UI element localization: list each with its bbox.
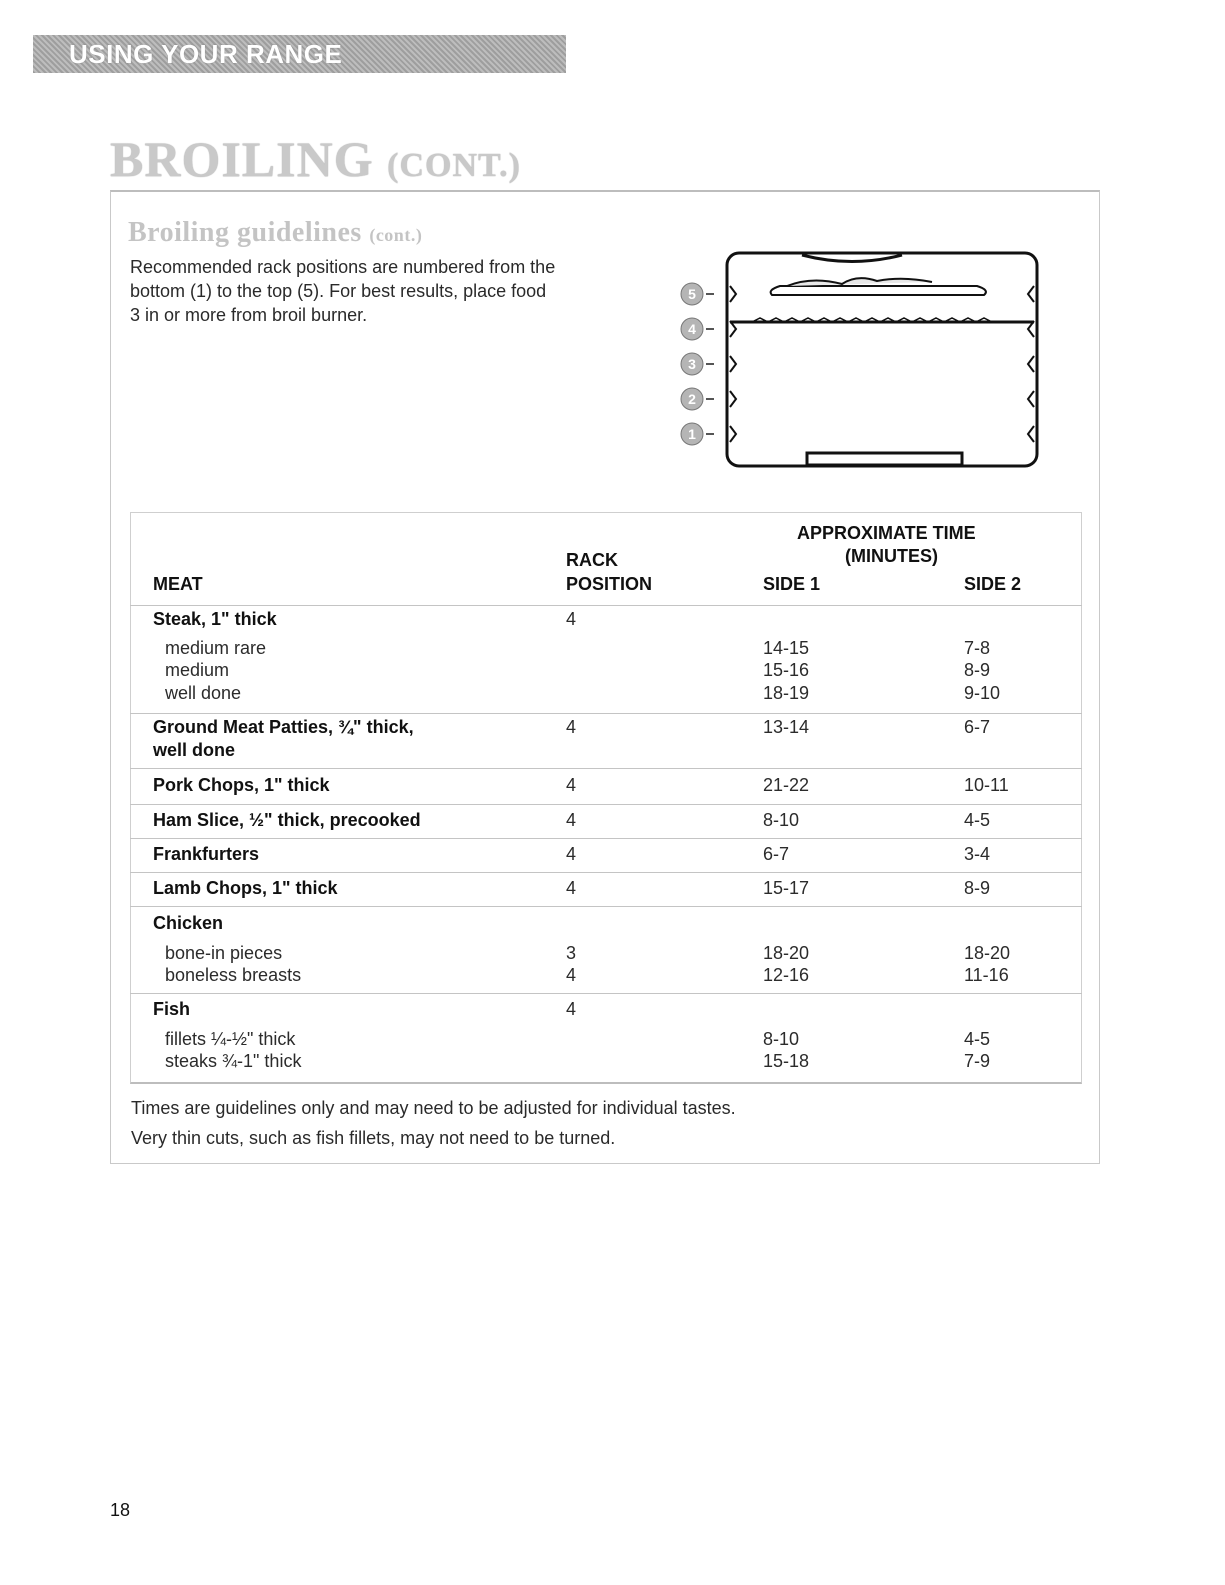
meat-name: Ground Meat Patties, ¾" thick,: [153, 717, 414, 737]
row-divider: [130, 768, 1082, 769]
header-minutes: (MINUTES): [845, 546, 938, 566]
meat-name: Frankfurters: [153, 844, 260, 864]
side2-time: 7-9: [964, 1051, 991, 1071]
meat-name: Pork Chops, 1" thick: [153, 775, 330, 795]
rack-number-label: 1: [688, 426, 696, 442]
side1-time: 8-10: [763, 810, 800, 830]
side1-time: 13-14: [763, 717, 810, 737]
rack-number-label: 3: [688, 356, 696, 372]
cut-type: bone-in pieces: [165, 943, 283, 963]
header-position: POSITION: [566, 574, 653, 594]
side1-time: 18-20: [763, 943, 810, 963]
side1-time: 14-15: [763, 638, 810, 658]
section-title: Broiling guidelines (cont.): [128, 217, 423, 248]
header-side2: SIDE 2: [964, 574, 1022, 594]
page-number: 18: [110, 1500, 131, 1520]
section-title-suffix: (cont.): [369, 225, 423, 245]
cut-type: fillets ¼-½" thick: [165, 1029, 296, 1049]
side1-time: 6-7: [763, 844, 790, 864]
side1-time: 12-16: [763, 965, 810, 985]
intro-line: Recommended rack positions are numbered from the: [130, 257, 556, 277]
meat-name: Lamb Chops, 1" thick: [153, 878, 338, 898]
side2-time: 18-20: [964, 943, 1011, 963]
side2-time: 10-11: [964, 775, 1009, 795]
rack-number-label: 4: [688, 321, 696, 337]
side2-time: 3-4: [964, 844, 991, 864]
intro-paragraph: [130, 255, 630, 327]
side1-time: 15-16: [763, 660, 810, 680]
footnote: Times are guidelines only and may need to be adjusted for individual tastes.: [131, 1098, 736, 1118]
row-divider: [130, 993, 1082, 994]
bake-element: [807, 453, 962, 465]
header-side1: SIDE 1: [763, 574, 821, 594]
meat-name: Ham Slice, ½" thick, precooked: [153, 810, 421, 830]
side2-time: 8-9: [964, 878, 991, 898]
doneness: medium rare: [165, 638, 267, 658]
section-banner-label: USING YOUR RANGE: [69, 39, 343, 69]
side2-time: 6-7: [964, 717, 991, 737]
rack-number-label: 5: [688, 286, 696, 302]
rack-position: 4: [566, 878, 577, 898]
oven-cavity: [727, 253, 1037, 466]
side2-time: 8-9: [964, 660, 991, 680]
side2-time: 7-8: [964, 638, 991, 658]
header-rack: RACK: [566, 550, 618, 570]
side2-time: 9-10: [964, 683, 1001, 703]
row-divider: [130, 713, 1082, 714]
intro-line: 3 in or more from broil burner.: [130, 305, 368, 325]
cut-type: steaks ¾-1" thick: [165, 1051, 302, 1071]
section-banner: [33, 35, 566, 73]
rack-position: 4: [566, 609, 577, 629]
oven-rack-diagram: [672, 248, 1052, 473]
side1-time: 18-19: [763, 683, 810, 703]
rack-position: 4: [566, 775, 577, 795]
row-divider: [130, 872, 1082, 873]
side1-time: 8-10: [763, 1029, 800, 1049]
side2-time: 4-5: [964, 810, 991, 830]
meat-name: Chicken: [153, 913, 224, 933]
rack-number-label: 2: [688, 391, 696, 407]
side1-time: 15-18: [763, 1051, 810, 1071]
broiler-pan: [771, 286, 986, 295]
doneness: medium: [165, 660, 230, 680]
intro-line: bottom (1) to the top (5). For best results, place food: [130, 281, 547, 301]
page-title: BROILING (CONT.): [110, 131, 521, 187]
broil-table: [130, 512, 1082, 1084]
side1-time: 15-17: [763, 878, 810, 898]
row-divider: [130, 838, 1082, 839]
rack-position: 4: [566, 844, 577, 864]
meat-name: Steak, 1" thick: [153, 609, 277, 629]
meat-name: well done: [153, 740, 236, 760]
rack-position: 4: [566, 717, 577, 737]
doneness: well done: [165, 683, 242, 703]
rack-position: 3: [566, 943, 577, 963]
row-divider: [130, 804, 1082, 805]
side1-time: 21-22: [763, 775, 810, 795]
footnote: Very thin cuts, such as fish fillets, may not need to be turned.: [131, 1128, 616, 1148]
row-divider: [130, 605, 1082, 606]
header-meat: MEAT: [153, 574, 203, 594]
rack-position: 4: [566, 999, 577, 1019]
meat-name: Fish: [153, 999, 191, 1019]
rack-position: 4: [566, 810, 577, 830]
cut-type: boneless breasts: [165, 965, 302, 985]
row-divider: [130, 906, 1082, 907]
side2-time: 11-16: [964, 965, 1009, 985]
page-title-suffix: (CONT.): [387, 147, 521, 184]
header-approx-time: APPROXIMATE TIME: [797, 523, 976, 543]
side2-time: 4-5: [964, 1029, 991, 1049]
rack-position: 4: [566, 965, 577, 985]
